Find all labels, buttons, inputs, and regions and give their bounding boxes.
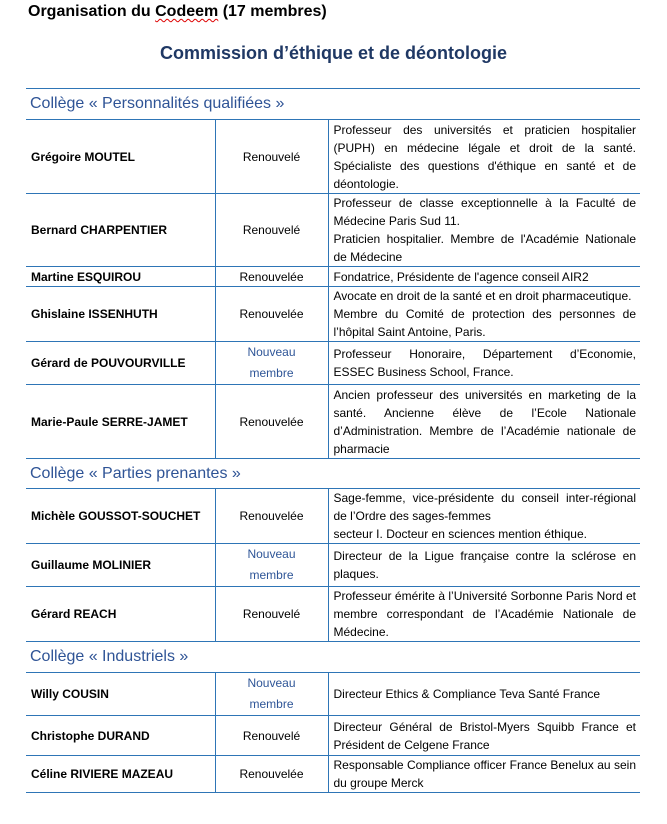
member-status: Renouvelée — [215, 756, 328, 793]
description-line: Sage-femme, vice-présidente du conseil inter-régional de l’Ordre des sages-femmes — [333, 491, 637, 523]
member-status: Renouvelée — [215, 267, 328, 287]
member-name: Bernard CHARPENTIER — [26, 194, 215, 267]
member-name: Marie-Paule SERRE-JAMET — [26, 385, 215, 459]
members-table — [26, 88, 640, 793]
member-description — [328, 673, 640, 716]
member-description — [328, 385, 640, 459]
member-name: Willy COUSIN — [26, 673, 215, 716]
member-row — [26, 489, 640, 544]
member-row — [26, 120, 640, 194]
member-description — [328, 544, 640, 587]
member-status: Renouvelé — [215, 194, 328, 267]
description-line: Ancien professeur des universités en marketing de la santé. Ancienne élève de l’Ecole Nationale d’Administration. Membre de l’Académie nationale de pharmacie — [333, 387, 637, 456]
member-row — [26, 673, 640, 716]
organisation-title: Organisation du Codeem (17 membres) — [28, 3, 327, 20]
member-status: Renouvelé — [215, 587, 328, 642]
section-title: Collège « Personnalités qualifiées » — [26, 89, 640, 120]
member-description — [328, 267, 640, 287]
member-status: Nouveau membre — [215, 673, 328, 716]
member-name: Martine ESQUIROU — [26, 267, 215, 287]
member-name: Grégoire MOUTEL — [26, 120, 215, 194]
description-line: secteur I. Docteur en sciences mention éthique. — [333, 527, 587, 541]
member-row — [26, 385, 640, 459]
member-description — [328, 489, 640, 544]
member-name: Michèle GOUSSOT-SOUCHET — [26, 489, 215, 544]
member-status: Nouveau membre — [215, 342, 328, 385]
member-description — [328, 120, 640, 194]
organisation-name: Codeem — [155, 3, 219, 20]
description-line: Directeur Ethics & Compliance Teva Santé France — [333, 687, 601, 701]
member-status: Renouvelé — [215, 716, 328, 756]
section-header — [26, 89, 640, 120]
commission-title: Commission d’éthique et de déontologie — [159, 43, 508, 63]
member-name: Céline RIVIERE MAZEAU — [26, 756, 215, 793]
section-title: Collège « Parties prenantes » — [26, 459, 640, 489]
description-line: Praticien hospitalier. Membre de l'Académie Nationale de Médecine — [333, 232, 637, 264]
member-description — [328, 287, 640, 342]
member-row — [26, 267, 640, 287]
description-line: Directeur de la Ligue française contre la sclérose en plaques. — [333, 549, 637, 581]
member-row — [26, 194, 640, 267]
description-line: Directeur Général de Bristol-Myers Squibb France et Président de Celgene France — [333, 719, 637, 752]
description-line: Responsable Compliance officer France Benelux au sein du groupe Merck — [333, 758, 637, 790]
member-status: Nouveau membre — [215, 544, 328, 587]
member-row — [26, 544, 640, 587]
description-line: Professeur des universités et praticien hospitalier (PUPH) en médecine légale et droit de la santé. Spécialiste des questions d'éthique en santé et de déontologie. — [333, 122, 637, 191]
section-header — [26, 642, 640, 673]
section-header — [26, 459, 640, 489]
member-description — [328, 342, 640, 385]
member-name: Ghislaine ISSENHUTH — [26, 287, 215, 342]
member-description — [328, 194, 640, 267]
member-name: Gérard de POUVOURVILLE — [26, 342, 215, 385]
member-row — [26, 342, 640, 385]
member-name: Guillaume MOLINIER — [26, 544, 215, 587]
description-line: Professeur de classe exceptionnelle à la Faculté de Médecine Paris Sud 11. — [333, 196, 637, 228]
description-line: Membre du Comité de protection des personnes de l’hôpital Saint Antoine, Paris. — [333, 307, 637, 339]
member-row — [26, 716, 640, 756]
member-name: Gérard REACH — [26, 587, 215, 642]
section-title: Collège « Industriels » — [26, 642, 640, 673]
description-line: Fondatrice, Présidente de l'agence conseil AIR2 — [333, 269, 589, 284]
member-row — [26, 756, 640, 793]
member-name: Christophe DURAND — [26, 716, 215, 756]
member-description — [328, 587, 640, 642]
description-line: Professeur émérite à l’Université Sorbonne Paris Nord et membre correspondant de l’Académie Nationale de Médecine. — [333, 589, 637, 639]
member-status: Renouvelé — [215, 120, 328, 194]
description-line: Professeur Honoraire, Département d’Economie, ESSEC Business School, France. — [333, 347, 637, 379]
member-description — [328, 716, 640, 756]
member-description — [328, 756, 640, 793]
member-row — [26, 587, 640, 642]
description-line: Avocate en droit de la santé et en droit pharmaceutique. — [333, 289, 632, 303]
member-status: Renouvelée — [215, 385, 328, 459]
member-row — [26, 287, 640, 342]
member-status: Renouvelée — [215, 287, 328, 342]
member-status: Renouvelée — [215, 489, 328, 544]
